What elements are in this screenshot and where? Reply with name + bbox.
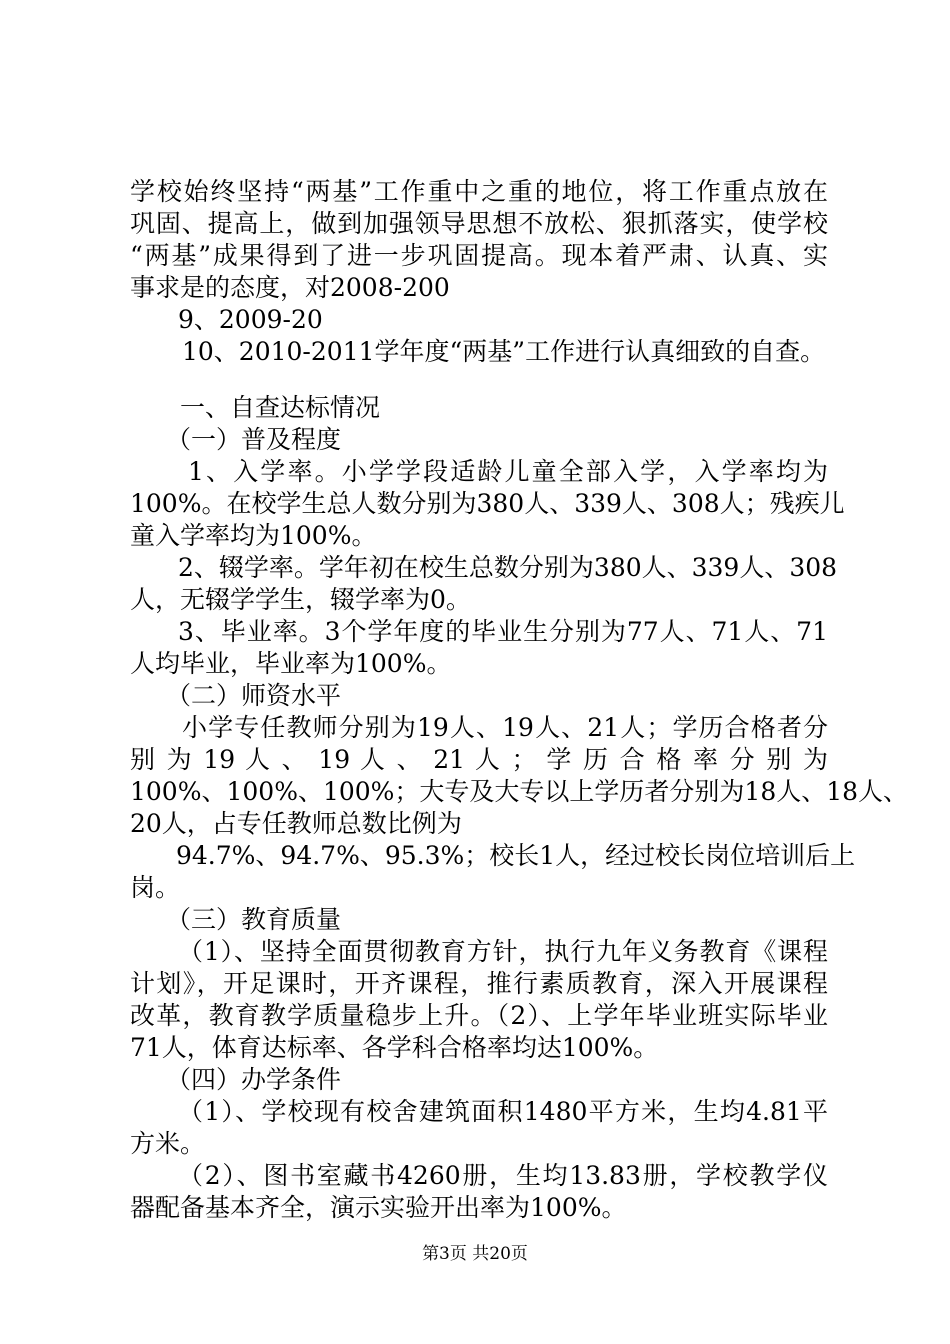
text-line: 3、毕业率。3个学年度的毕业生分别为77人、71人、71: [178, 617, 828, 646]
text-line: 71人，体育达标率、各学科合格率均达100%。: [130, 1033, 659, 1062]
text-line: （1）、坚持全面贯彻教育方针，执行九年义务教育《课程: [178, 937, 828, 966]
text-line: （2）、图书室藏书4260册，生均13.83册，学校教学仪: [178, 1161, 828, 1190]
text-line: 9、2009-20: [178, 305, 323, 334]
text-line: 改革，教育教学质量稳步上升。（2）、上学年毕业班实际毕业: [130, 1001, 828, 1030]
text-line: 1、入学率。小学学段适龄儿童全部入学，入学率均为: [188, 457, 828, 486]
text-line: 巩固、提高上，做到加强领导思想不放松、狠抓落实，使学校: [130, 209, 828, 238]
text-line: 94.7%、94.7%、95.3%；校长1人，经过校长岗位培训后上: [176, 841, 856, 870]
text-line: 20人，占专任教师总数比例为: [130, 809, 462, 838]
page-number-footer: 第3页 共20页: [422, 1244, 528, 1264]
text-line: 10、2010-2011学年度“两基”工作进行认真细致的自查。: [182, 337, 826, 366]
text-line: 计划》，开足课时，开齐课程，推行素质教育，深入开展课程: [130, 969, 828, 998]
text-line: 方米。: [130, 1129, 206, 1158]
text-line: 人，无辍学学生，辍学率为0。: [130, 585, 471, 614]
text-line: 事求是的态度，对2008-200: [130, 273, 450, 302]
subsection-heading: （四）办学条件: [166, 1065, 342, 1094]
text-line: 别 为 19 人 、 19 人 、 21 人 ； 学 历 合 格 率 分 别 为: [130, 745, 828, 774]
text-line: 100%。在校学生总人数分别为380人、339人、308人；残疾儿: [130, 489, 845, 518]
text-line: （1）、学校现有校舍建筑面积1480平方米，生均4.81平: [178, 1097, 828, 1126]
section-heading: 一、自查达标情况: [180, 393, 381, 422]
subsection-heading: （三）教育质量: [166, 905, 342, 934]
text-line: 人均毕业，毕业率为100%。: [130, 649, 452, 678]
subsection-heading: （二）师资水平: [166, 681, 342, 710]
text-line: 岗。: [130, 873, 181, 902]
text-line: 2、辍学率。学年初在校生总数分别为380人、339人、308: [178, 553, 838, 582]
text-line: 器配备基本齐全，演示实验开出率为100%。: [130, 1193, 627, 1222]
subsection-heading: （一）普及程度: [166, 425, 342, 454]
text-line: 学校始终坚持“两基”工作重中之重的地位，将工作重点放在: [130, 177, 828, 206]
text-line: 小学专任教师分别为19人、19人、21人；学历合格者分: [182, 713, 828, 742]
text-line: “两基”成果得到了进一步巩固提高。现本着严肃、认真、实: [130, 241, 828, 270]
text-line: 童入学率均为100%。: [130, 521, 377, 550]
text-line: 100%、100%、100%；大专及大专以上学历者分别为18人、18人、: [130, 777, 909, 806]
